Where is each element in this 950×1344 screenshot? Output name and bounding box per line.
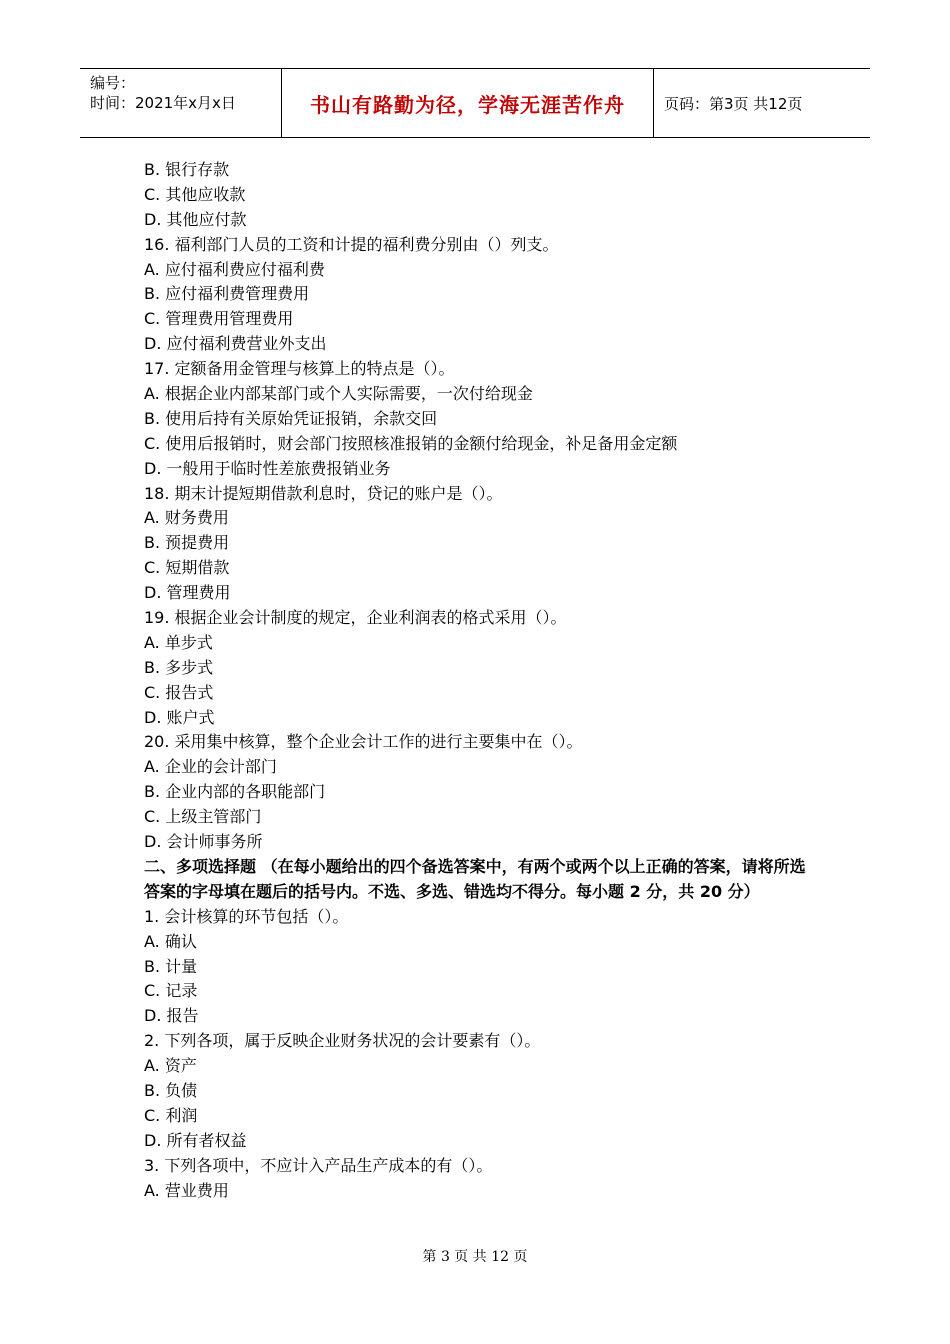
question-line: 2. 下列各项，属于反映企业财务状况的会计要素有（）。 <box>144 1031 541 1051</box>
option-line: B. 多步式 <box>144 657 214 677</box>
option-line: B. 负债 <box>144 1080 198 1100</box>
serial-label: 编号： <box>90 74 136 92</box>
option-line: C. 使用后报销时，财会部门按照核准报销的金额付给现金，补足备用金定额 <box>144 433 678 453</box>
option-line: D. 账户式 <box>144 707 215 727</box>
option-line: C. 利润 <box>144 1105 198 1125</box>
time-label: 时间：2021年x月x日 <box>90 94 236 112</box>
option-line: A. 应付福利费应付福利费 <box>144 259 325 279</box>
document-body <box>144 158 814 1203</box>
question-line: 17. 定额备用金管理与核算上的特点是（）。 <box>144 359 455 379</box>
option-line: D. 应付福利费营业外支出 <box>144 334 327 354</box>
page-info: 页码：第3页 共12页 <box>664 94 803 113</box>
text-line: B. 银行存款 <box>144 160 230 179</box>
page-header <box>80 68 870 138</box>
option-line: A. 财务费用 <box>144 508 229 528</box>
question-line: 18. 期末计提短期借款利息时，贷记的账户是（）。 <box>144 483 503 503</box>
option-line: B. 使用后持有关原始凭证报销，余款交回 <box>144 408 438 428</box>
option-line: A. 资产 <box>144 1056 197 1076</box>
motto: 书山有路勤为径，学海无涯苦作舟 <box>310 92 625 117</box>
question-line: 20. 采用集中核算，整个企业会计工作的进行主要集中在（）。 <box>144 732 583 752</box>
header-page-cell <box>654 69 870 137</box>
option-line: B. 预提费用 <box>144 533 230 553</box>
option-line: D. 会计师事务所 <box>144 832 263 852</box>
option-line: C. 管理费用管理费用 <box>144 309 294 329</box>
option-line: A. 单步式 <box>144 632 213 652</box>
option-line: A. 根据企业内部某部门或个人实际需要，一次付给现金 <box>144 384 533 404</box>
option-line: C. 上级主管部门 <box>144 807 262 827</box>
question-line: 19. 根据企业会计制度的规定，企业利润表的格式采用（）。 <box>144 608 567 628</box>
option-line: C. 记录 <box>144 981 198 1001</box>
option-line: A. 企业的会计部门 <box>144 757 277 777</box>
option-line: C. 报告式 <box>144 682 214 702</box>
option-line: A. 营业费用 <box>144 1180 229 1200</box>
option-line: A. 确认 <box>144 931 197 951</box>
option-line: B. 企业内部的各职能部门 <box>144 782 326 802</box>
text-line: D. 其他应付款 <box>144 209 247 229</box>
header-meta-cell <box>80 69 282 137</box>
option-line: D. 管理费用 <box>144 583 231 603</box>
option-line: D. 所有者权益 <box>144 1130 247 1150</box>
option-line: C. 短期借款 <box>144 558 230 578</box>
section-heading: 二、多项选择题 （在每小题给出的四个备选答案中，有两个或两个以上正确的答案，请将所选答案的字母填在题后的括号内。不选、多选、错选均不得分。每小题 2 分，共 20 分） <box>144 856 806 901</box>
option-line: B. 计量 <box>144 956 198 976</box>
page-footer: 第 3 页 共 12 页 <box>422 1249 528 1265</box>
text-line: C. 其他应收款 <box>144 184 246 204</box>
question-line: 3. 下列各项中，不应计入产品生产成本的有（）。 <box>144 1155 493 1175</box>
question-line: 1. 会计核算的环节包括（）。 <box>144 906 349 926</box>
header-motto-cell <box>282 69 654 137</box>
question-line: 16. 福利部门人员的工资和计提的福利费分别由（）列支。 <box>144 234 559 254</box>
option-line: B. 应付福利费管理费用 <box>144 284 310 304</box>
option-line: D. 报告 <box>144 1006 199 1026</box>
option-line: D. 一般用于临时性差旅费报销业务 <box>144 458 391 478</box>
